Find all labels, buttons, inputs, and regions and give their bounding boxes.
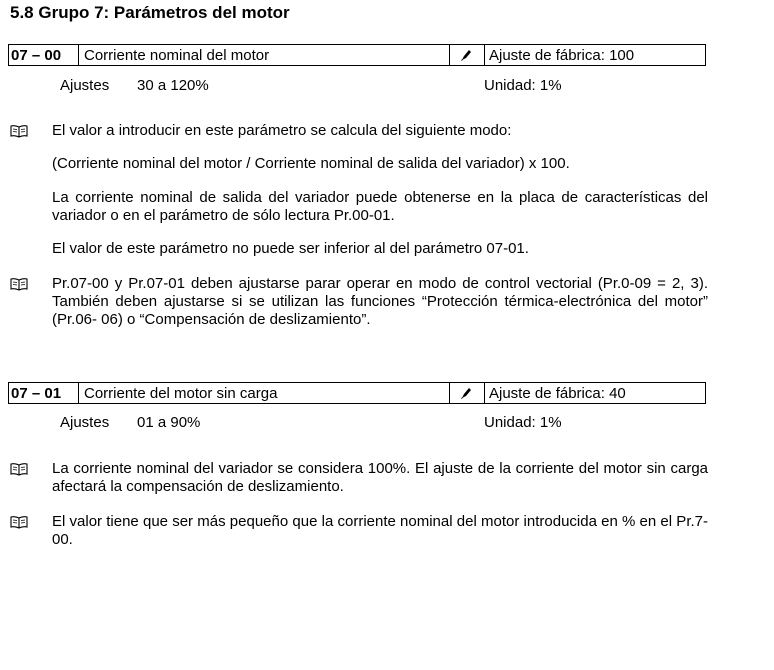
note-formula: (Corriente nominal del motor / Corriente nominal de salida del variador) x 100. bbox=[52, 155, 570, 172]
note-no-load-current: La corriente nominal del variador se considera 100%. El ajuste de la corriente del motor sin carga afectará la compensación de deslizamiento. bbox=[52, 460, 708, 495]
open-book-icon bbox=[8, 122, 30, 140]
param-code: 07 – 01 bbox=[9, 383, 79, 403]
open-book-icon bbox=[8, 275, 30, 293]
param-code: 07 – 00 bbox=[9, 45, 79, 65]
unit-label: Unidad: 1% bbox=[484, 414, 562, 431]
settings-range: 30 a 120% bbox=[137, 77, 209, 94]
note-value-limit: El valor tiene que ser más pequeño que la corriente nominal del motor introducida en % en el Pr.7-00. bbox=[52, 513, 708, 548]
settings-range: 01 a 90% bbox=[137, 414, 201, 431]
param-table-07-01 bbox=[8, 382, 706, 404]
note-minimum-value: El valor de este parámetro no puede ser inferior al del parámetro 07-01. bbox=[52, 240, 529, 257]
factory-default: Ajuste de fábrica: 40 bbox=[489, 384, 626, 402]
open-book-icon bbox=[8, 513, 30, 531]
param-name: Corriente del motor sin carga bbox=[79, 383, 450, 403]
param-name: Corriente nominal del motor bbox=[79, 45, 450, 65]
open-book-icon bbox=[8, 460, 30, 478]
note-vector-control: Pr.07-00 y Pr.07-01 deben ajustarse parar operar en modo de control vectorial (Pr.0-09 = 2, 3). También deben ajustarse si se utilizan las funciones “Protección térmica-electrónica del motor” (Pr.06- 06) o “Compensación de deslizamiento”. bbox=[52, 275, 708, 328]
factory-default: Ajuste de fábrica: 100 bbox=[489, 46, 635, 64]
param-table-07-00 bbox=[8, 44, 706, 66]
settings-row-07-01 bbox=[0, 414, 774, 432]
settings-label: Ajustes bbox=[60, 77, 110, 94]
section-title: 5.8 Grupo 7: Parámetros del motor bbox=[10, 3, 290, 22]
pencil-icon bbox=[450, 45, 485, 65]
pencil-icon bbox=[450, 383, 485, 403]
settings-row-07-00 bbox=[0, 77, 774, 95]
note-formula-intro: El valor a introducir en este parámetro se calcula del siguiente modo: bbox=[52, 122, 512, 139]
note-rated-current-source: La corriente nominal de salida del variador puede obtenerse en la placa de características del variador o en el parámetro de sólo lectura Pr.00-01. bbox=[52, 189, 708, 224]
unit-label: Unidad: 1% bbox=[484, 77, 562, 94]
settings-label: Ajustes bbox=[60, 414, 110, 431]
